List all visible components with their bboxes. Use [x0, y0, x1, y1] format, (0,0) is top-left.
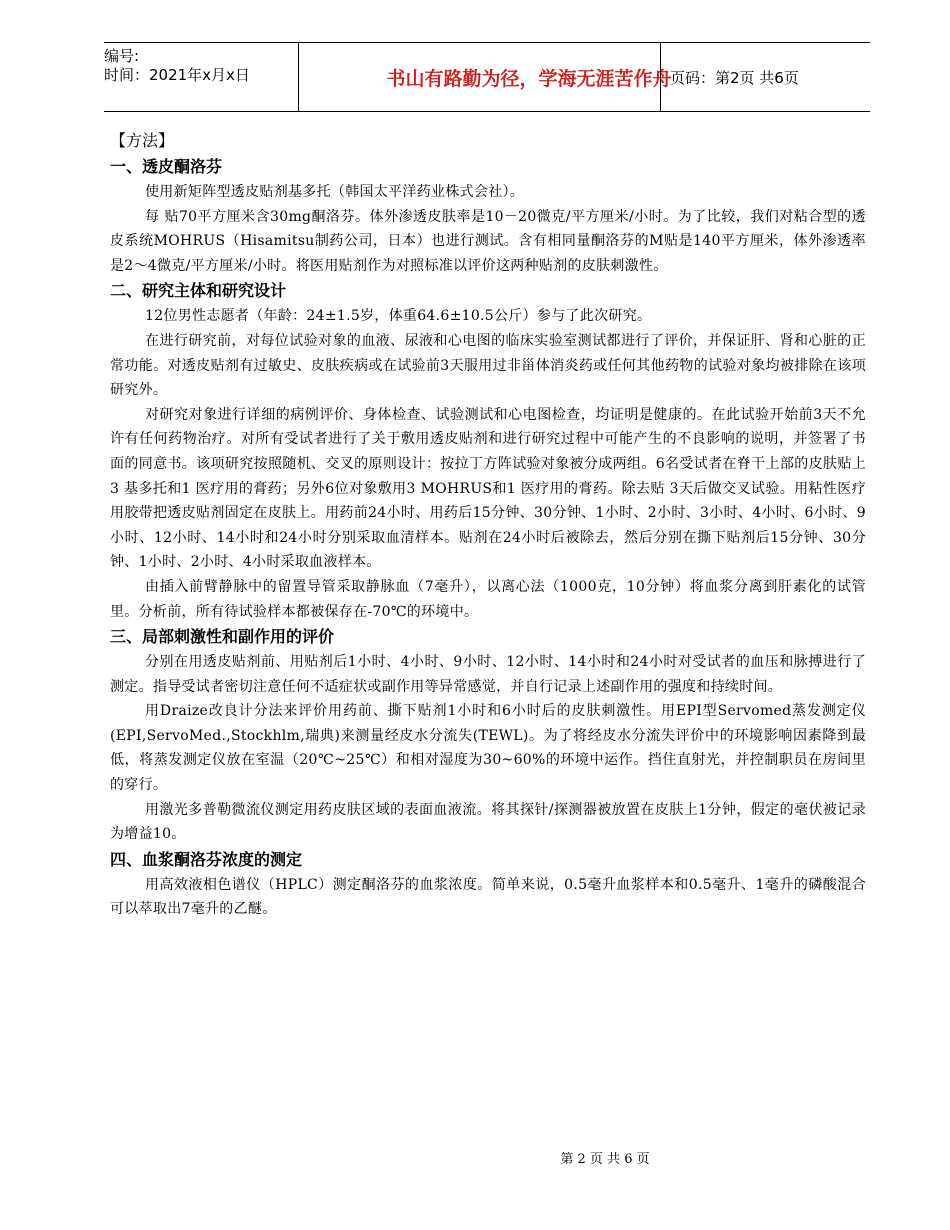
paragraph: 用高效液相色谱仪（HPLC）测定酮洛芬的血浆浓度。简单来说，0.5毫升血浆样本和0.5毫升、1毫升的磷酸混合可以萃取出7毫升的乙醚。 — [110, 876, 866, 918]
page-footer: 第 2 页 共 6 页 — [560, 1152, 650, 1167]
header-divider — [660, 43, 661, 111]
paragraph: 分别在用透皮贴剂前、用贴剂后1小时、4小时、9小时、12小时、14小时和24小时对受试者的血压和脉搏进行了测定。指导受试者密切注意任何不适症状或副作用等异常感觉，并自行记录上述副作用的强度和持续时间。 — [110, 654, 866, 695]
document-body — [110, 128, 866, 922]
section-heading: 一、透皮酮洛芬 — [110, 157, 223, 176]
time-label: 时间：2021年x月x日 — [104, 66, 250, 84]
paragraph: 12位男性志愿者（年龄：24±1.5岁，体重64.6±10.5公斤）参与了此次研究。 — [145, 308, 652, 325]
paragraph: 由插入前臂静脉中的留置导管采取静脉血（7毫升），以离心法（1000克，10分钟）将血浆分离到肝素化的试管里。分析前，所有待试验样本都被保存在-70℃的环境中。 — [110, 578, 866, 620]
paragraph: 使用新矩阵型透皮贴剂基多托（韩国太平洋药业株式会社）。 — [145, 184, 525, 200]
paragraph: 用Draize改良计分法来评价用药前、撕下贴剂1小时和6小时后的皮肤刺激性。用EPI型Servomed蒸发测定仪(EPI,ServoMed.,Stockhlm,瑞典)来测量经皮水分流失(TEWL)。为了将经皮水分流失评价中的环境影响因素降到最低，将蒸发测定仪放在室温（20℃~25℃）和相对湿度为30~60%的环境中运作。挡住直射光，并控制职员在房间里的穿行。 — [110, 703, 866, 794]
section-heading: 四、血浆酮洛芬浓度的测定 — [110, 849, 303, 869]
header-meta — [104, 43, 298, 115]
page-header — [104, 42, 870, 112]
paragraph: 在进行研究前，对每位试验对象的血液、尿液和心电图的临床实验室测试都进行了评价，并保证肝、肾和心脏的正常功能。对透皮贴剂有过敏史、皮肤疾病或在试验前3天服用过非甾体消炎药或任何其他药物的试验对象均被排除在该项研究外。 — [110, 332, 866, 399]
section-tag: 【方法】 — [110, 131, 175, 150]
header-motto: 书山有路勤为径，学海无涯苦作舟 — [386, 67, 672, 90]
paragraph: 用激光多普勒微流仪测定用药皮肤区域的表面血液流。将其探针/探测器被放置在皮肤上1分钟，假定的毫伏被记录为增益10。 — [110, 801, 866, 843]
paragraph: 对研究对象进行详细的病例评价、身体检查、试验测试和心电图检查，均证明是健康的。在此试验开始前3天不允许有任何药物治疗。对所有受试者进行了关于敷用透皮贴剂和进行研究过程中可能产生的不良影响的说明，并签署了书面的同意书。该项研究按照随机、交叉的原则设计：按拉丁方阵试验对象被分成两组。6名受试者在脊干上部的皮肤贴上3 基多托和1 医疗用的膏药；另外6位对象敷用3 MOHRUS和1 医疗用的膏药。除去贴 3天后做交叉试验。用粘性医疗用胶带把透皮贴剂固定在皮肤上。用药前24小时、用药后15分钟、30分钟、1小时、2小时、3小时、4小时、6小时、9小时、12小时、14小时和24小时分别采取血清样本。贴剂在24小时后被除去，然后分别在撕下贴剂后15分钟、30分钟、1小时、2小时、4小时采取血液样本。 — [110, 406, 866, 571]
paragraph: 每 贴70平方厘米含30mg酮洛芬。体外渗透皮肤率是10－20微克/平方厘米/小时。为了比较，我们对粘合型的透皮系统MOHRUS（Hisamitsu制药公司，日本）也进行测试。含有相同量酮洛芬的M贴是140平方厘米，体外渗透率是2～4微克/平方厘米/小时。将医用贴剂作为对照标准以评价这两种贴剂的皮肤刺激性。 — [110, 208, 866, 274]
header-page-label: 页码：第2页 共6页 — [670, 68, 799, 87]
number-label: 编号: — [104, 47, 140, 65]
section-heading: 三、局部刺激性和副作用的评价 — [110, 627, 335, 647]
section-heading: 二、研究主体和研究设计 — [110, 281, 287, 301]
